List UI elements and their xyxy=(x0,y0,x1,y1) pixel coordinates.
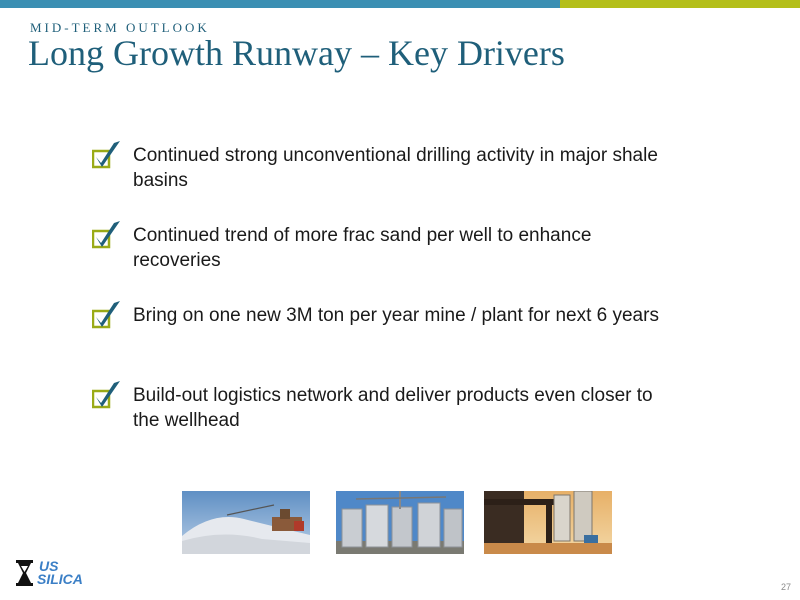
logo-text-silica: SILICA xyxy=(37,571,83,587)
bullet-item xyxy=(92,140,712,220)
bullet-list xyxy=(92,140,712,460)
checkbox-check-icon xyxy=(92,300,126,330)
checkbox-check-icon xyxy=(92,140,126,170)
company-logo xyxy=(16,560,96,590)
bullet-text: Bring on one new 3M ton per year mine / plant for next 6 years xyxy=(133,305,659,326)
bullet-item xyxy=(92,220,712,300)
bullet-item xyxy=(92,300,712,380)
top-bar-blue-segment xyxy=(0,0,560,8)
checkbox-check-icon xyxy=(92,380,126,410)
page-number: 27 xyxy=(780,582,791,592)
top-accent-bar xyxy=(0,0,800,8)
plant-photo xyxy=(484,491,612,554)
bullet-text: Continued strong unconventional drilling activity in major shale basins xyxy=(133,145,658,191)
section-kicker: MID-TERM OUTLOOK xyxy=(30,20,210,35)
bullet-text: Build-out logistics network and deliver products even closer to the wellhead xyxy=(133,385,653,431)
hourglass-logo-icon xyxy=(16,560,36,586)
sand-pile-photo xyxy=(182,491,310,554)
logo-text-us: US xyxy=(39,558,59,574)
checkbox-check-icon xyxy=(92,220,126,250)
top-bar-green-segment xyxy=(560,0,800,8)
silos-photo xyxy=(336,491,464,554)
slide-title: Long Growth Runway – Key Drivers xyxy=(28,33,565,73)
bullet-item xyxy=(92,380,712,460)
bullet-text: Continued trend of more frac sand per well to enhance recoveries xyxy=(133,225,592,271)
